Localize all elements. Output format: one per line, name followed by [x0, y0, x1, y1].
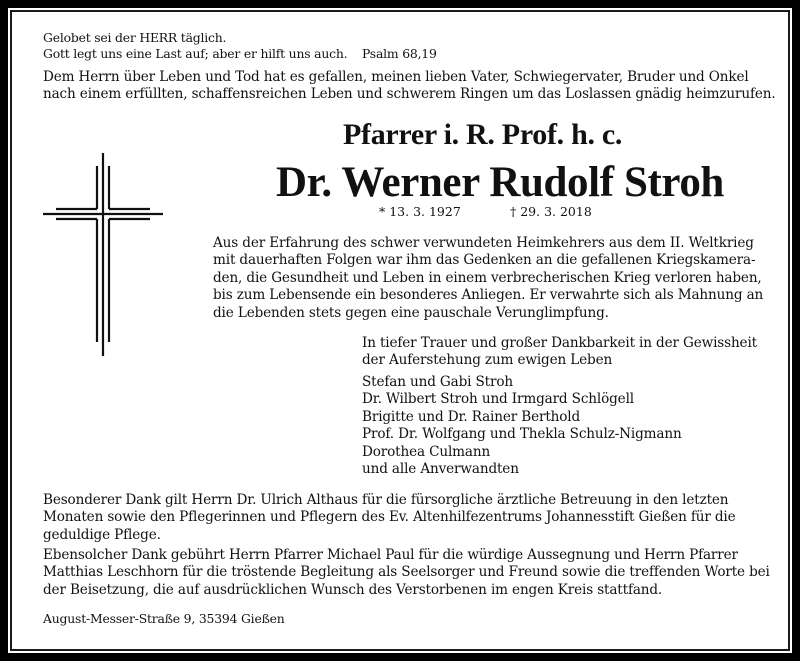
address: August-Messer-Straße 9, 35394 Gießen	[43, 611, 285, 626]
biography-line: bis zum Lebensende ein besonderes Anliegen. Er verwahrte sich als Mahnung an	[213, 287, 764, 304]
epigraph-line-2: Gott legt uns eine Last auf; aber er hilft uns auch.	[43, 46, 348, 61]
mourning-statement	[362, 335, 757, 370]
mourner-entry: Dorothea Culmann	[362, 443, 491, 460]
epigraph-line-1: Gelobet sei der HERR täglich.	[43, 30, 227, 45]
deceased-name: Dr. Werner Rudolf Stroh	[276, 159, 724, 206]
biography-text	[213, 235, 764, 322]
thanks-paragraph-1	[43, 492, 758, 544]
mourning-line: In tiefer Trauer und großer Dankbarkeit in der Gewissheit	[362, 335, 757, 351]
biography-line: den, die Gesundheit und Leben in einem verbrecherischen Krieg verloren haben,	[213, 269, 762, 286]
mourners-list	[362, 374, 682, 478]
mourning-line: der Auferstehung zum ewigen Leben	[362, 352, 613, 369]
intro-line: nach einem erfüllten, schaffensreichen Leben und schwerem Ringen um das Loslassen gnädig heimzurufen.	[43, 86, 776, 103]
thanks-line: Ebensolcher Dank gebührt Herrn Pfarrer Michael Paul für die würdige Aussegnung und Herrn Pfarrer	[43, 547, 738, 563]
thanks-line: Besonderer Dank gilt Herrn Dr. Ulrich Althaus für die fürsorgliche ärztliche Betreuung in den letzten	[43, 492, 729, 508]
birth-date: * 13. 3. 1927	[379, 204, 461, 219]
death-date: † 29. 3. 2018	[510, 204, 592, 219]
thanks-line: Monaten sowie den Pflegerinnen und Pflegern des Ev. Altenhilfezentrums Johannesstift Gießen für die	[43, 509, 736, 526]
mourner-entry: Stefan und Gabi Stroh	[362, 374, 513, 390]
title-line: Pfarrer i. R. Prof. h. c.	[343, 118, 623, 151]
cross-icon	[0, 0, 200, 380]
mourner-entry: Brigitte und Dr. Rainer Berthold	[362, 408, 581, 425]
mourner-entry: und alle Anverwandten	[362, 461, 519, 478]
thanks-line: geduldige Pflege.	[43, 526, 161, 543]
mourner-entry: Dr. Wilbert Stroh und Irmgard Schlögell	[362, 391, 634, 408]
biography-line: Aus der Erfahrung des schwer verwundeten Heimkehrers aus dem II. Weltkrieg	[213, 235, 754, 251]
thanks-line: Matthias Leschhorn für die tröstende Begleitung als Seelsorger und Freund sowie die treffenden Worte bei	[43, 564, 770, 581]
mourner-entry: Prof. Dr. Wolfgang und Thekla Schulz-Nigmann	[362, 426, 682, 443]
epigraph-reference: Psalm 68,19	[362, 46, 437, 61]
intro-line: Dem Herrn über Leben und Tod hat es gefallen, meinen lieben Vater, Schwiegervater, Bruder und Onkel	[43, 69, 749, 85]
thanks-line: der Beisetzung, die auf ausdrücklichen Wunsch des Verstorbenen im engen Kreis stattfand.	[43, 581, 663, 598]
biography-line: mit dauerhaften Folgen war ihm das Gedenken an die gefallenen Kriegskamera-	[213, 252, 756, 269]
biography-line: die Lebenden stets gegen eine pauschale Verunglimpfung.	[213, 304, 609, 321]
thanks-paragraph-2	[43, 547, 770, 599]
